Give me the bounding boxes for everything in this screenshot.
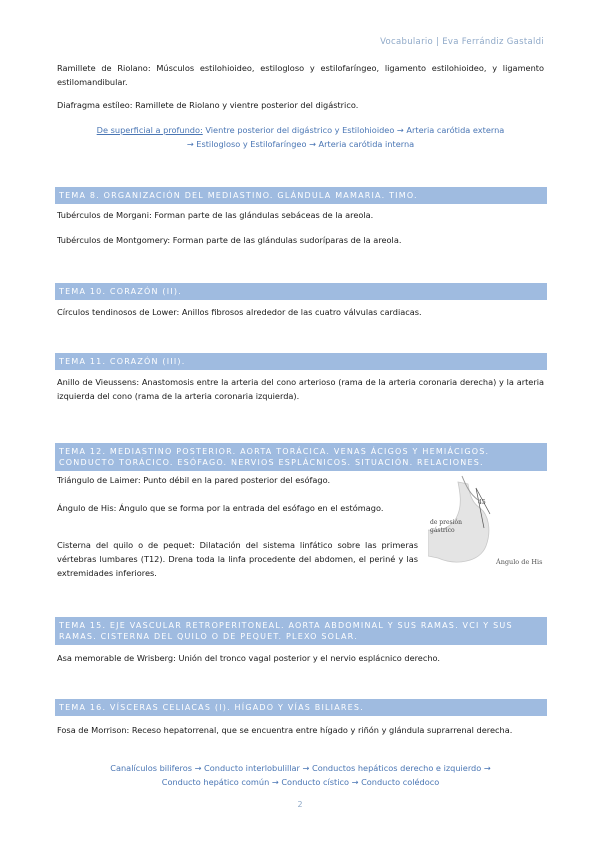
layers-sequence-line1 [57, 123, 544, 137]
section-heading-tema-12 [55, 443, 547, 471]
angle-of-his-figure [428, 474, 546, 574]
item-angulo-his: Ángulo de His: Ángulo que se forma por la entrada del esófago en el estómago. [57, 503, 384, 513]
layers-sequence-line2: → Estilogloso y Estilofaríngeo → Arteria carótida interna [186, 139, 415, 149]
item-cisterna-quilo: Cisterna del quilo o de pequet: Dilatación del sistema linfático sobre las primeras vértebras lumbares (T12). Drena toda la linfa procedente del abdomen, el periné y las extremidades inferiores. [57, 540, 418, 578]
item-fosa-morrison: Fosa de Morrison: Receso hepatorrenal, que se encuentra entre hígado y riñón y glándula suprarrenal derecha. [57, 725, 513, 735]
biliary-sequence-line2: Conducto hepático común → Conducto cístico → Conducto colédoco [161, 777, 440, 787]
section-heading-tema-12-line2: CONDUCTO TORÁCICO. ESÓFAGO. NERVIOS ESPLÁCNICOS. SITUACIÓN. RELACIONES. [59, 458, 484, 467]
item-asa-wrisberg: Asa memorable de Wrisberg: Unión del tronco vagal posterior y el nervio esplácnico derecho. [57, 653, 441, 663]
section-heading-tema-15-line2: RAMAS. CISTERNA DEL QUILO O DE PEQUET. PLEXO SOLAR. [59, 632, 358, 641]
figure-caption: Ángulo de His [496, 558, 543, 566]
angle-label: 45 [478, 499, 486, 506]
item-tuberculos-montgomery: Tubérculos de Montgomery: Forman parte de las glándulas sudoríparas de la areola. [57, 235, 402, 245]
item-tuberculos-morgani: Tubérculos de Morgani: Forman parte de las glándulas sebáceas de la areola. [57, 210, 374, 220]
pressure-label-2: gástrico [430, 527, 455, 534]
item-circulos-lower: Círculos tendinosos de Lower: Anillos fibrosos alrededor de las cuatro válvulas cardiacas. [57, 307, 422, 317]
running-header: Vocabulario | Eva Ferrándiz Gastaldi [380, 37, 544, 47]
page-number: 2 [297, 800, 303, 809]
stomach-diagram [428, 474, 546, 574]
layers-sequence-label: De superficial a profundo: [96, 125, 203, 135]
section-heading-tema-8: TEMA 8. ORGANIZACIÓN DEL MEDIASTINO. GLÁNDULA MAMARIA. TIMO. [55, 187, 547, 204]
pressure-label-1: de presión [430, 519, 463, 526]
paragraph-ramillete-riolano: Ramillete de Riolano: Músculos estilohioideo, estilogloso y estilofaríngeo, ligamento estilohioideo, y ligamento estilomandibular. [57, 63, 544, 87]
paragraph-diafragma-estileo: Diafragma estíleo: Ramillete de Riolano y vientre posterior del digástrico. [57, 100, 359, 110]
item-triangulo-laimer: Triángulo de Laimer: Punto débil en la pared posterior del esófago. [57, 475, 331, 485]
section-heading-tema-12-line1: TEMA 12. MEDIASTINO POSTERIOR. AORTA TORÁCICA. VENAS ÁCIGOS Y HEMIÁCIGOS. [59, 447, 490, 456]
section-heading-tema-11: TEMA 11. CORAZÓN (III). [55, 353, 547, 370]
biliary-sequence-line1: Canalículos biliferos → Conducto interlobulillar → Conductos hepáticos derecho e izquierdo → [110, 763, 491, 773]
section-heading-tema-15-line1: TEMA 15. EJE VASCULAR RETROPERITONEAL. AORTA ABDOMINAL Y SUS RAMAS. VCI Y SUS [59, 621, 513, 630]
section-heading-tema-16: TEMA 16. VÍSCERAS CELIACAS (I). HÍGADO Y VÍAS BILIARES. [55, 699, 547, 716]
item-anillo-vieussens: Anillo de Vieussens: Anastomosis entre la arteria del cono arterioso (rama de la arteria coronaria derecha) y la arteria izquierda del cono (rama de la arteria coronaria izquierda). [57, 377, 544, 401]
layers-sequence-text1: Vientre posterior del digástrico y Estilohioideo → Arteria carótida externa [205, 125, 505, 135]
section-heading-tema-10: TEMA 10. CORAZÓN (II). [55, 283, 547, 300]
section-heading-tema-15 [55, 617, 547, 645]
